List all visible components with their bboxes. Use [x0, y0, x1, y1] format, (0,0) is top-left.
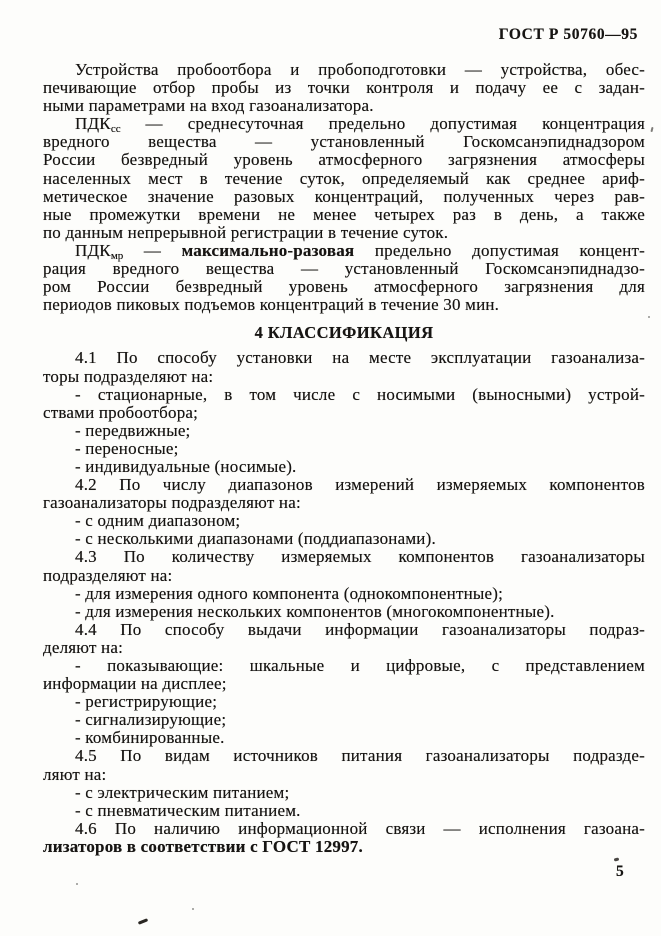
scan-speckle [614, 857, 620, 861]
text-line: населенных мест в течение суток, определяемый как среднее ариф- [43, 168, 645, 188]
text-line: информации на дисплее; [43, 674, 227, 694]
text-line: торы подразделяют на: [43, 366, 214, 386]
text-line: деляют на: [43, 637, 124, 657]
list-item-line: - регистрирующие; [75, 692, 218, 712]
dash: — [123, 240, 182, 260]
list-item-line: - переносные; [75, 438, 179, 458]
section-heading: 4 КЛАССИФИКАЦИЯ [254, 323, 434, 343]
list-item-line: - показывающие: шкальные и цифровые, с представлением [75, 656, 645, 675]
text-line: 4.5 По видам источников питания газоанализаторы подразде- [75, 746, 645, 766]
list-item-line: - передвижные; [75, 420, 191, 440]
text-line: России безвредный уровень атмосферного загрязнения атмосферы [43, 150, 645, 170]
text-line: газоанализаторы подразделяют на: [43, 493, 301, 513]
text-line: ляют на: [43, 764, 107, 784]
pdk-definition-lead: предельно допустимая концент- [354, 240, 645, 260]
standard-code-header: ГОСТ Р 50760—95 [498, 26, 638, 43]
pdk-term: ПДК [75, 114, 111, 134]
pdk-emphasis-term: максимально-разовая [181, 240, 355, 260]
text-line: 4.4 По способу выдачи информации газоанализаторы подраз- [75, 619, 645, 639]
document-body [43, 61, 645, 856]
scan-speckle [138, 918, 148, 925]
text-line: периодов пиковых подъемов концентраций в течение 30 мин. [43, 295, 500, 315]
text-line: рация вредного вещества — установленный Госкомсанэпиднадзо- [43, 259, 645, 279]
text-line: печивающие отбор пробы из точки контроля и подачу ее с задан- [43, 78, 645, 98]
text-line: 4.2 По числу диапазонов измерений измеряемых компонентов [75, 475, 645, 495]
text-line: 4.3 По количеству измеряемых компонентов газоанализаторы [75, 547, 645, 567]
list-item-line: - комбинированные. [75, 728, 225, 748]
list-item-line: - с электрическим питанием; [75, 782, 290, 802]
list-item-line: - для измерения одного компонента (однокомпонентные); [75, 583, 504, 603]
list-item-line: - сигнализирующие; [75, 710, 227, 730]
text-line: вредного вещества — установленный Госкомсанэпиднадзором [43, 132, 645, 152]
text-line: подразделяют на: [43, 565, 173, 585]
list-item-line: - с несколькими диапазонами (поддиапазонами). [75, 529, 436, 549]
pdk-definition-lead: — среднесуточная предельно допустимая концентрация [120, 114, 645, 134]
text-line: 4.6 По наличию информационной связи — исполнения газоана- [75, 818, 645, 838]
pdk-subscript: сс [110, 123, 121, 136]
list-item-line: - индивидуальные (носимые). [75, 456, 297, 476]
text-line: 4.1 По способу установки на месте эксплуатации газоанализа- [75, 348, 645, 368]
text-line: Устройства пробоотбора и пробоподготовки — устройства, обес- [75, 60, 645, 79]
list-item-line: - для измерения нескольких компонентов (многокомпонентные). [75, 601, 555, 621]
pdk-term: ПДК [75, 240, 111, 260]
text-line: ром России безвредный уровень атмосферного загрязнения для [43, 277, 645, 297]
scan-speckle [650, 127, 653, 132]
text-line: ные промежутки времени не менее четырех раз в день, а также [43, 204, 645, 224]
list-item-line: - с одним диапазоном; [75, 511, 241, 531]
text-line: метическое значение разовых концентраций, полученных через рав- [43, 186, 645, 206]
text-line-pdk-mr [43, 242, 645, 260]
pdk-subscript: мр [110, 249, 124, 262]
text-line: по данным непрерывной регистрации в течение суток. [43, 222, 449, 242]
text-line-pdk-ss [43, 114, 645, 136]
text-line: лизаторов в соответствии с ГОСТ 12997. [43, 836, 363, 856]
text-line: ными параметрами на вход газоанализатора. [43, 96, 374, 116]
scan-speckle [648, 316, 650, 318]
scan-speckle [76, 883, 78, 885]
text-line: ствами пробоотбора; [43, 402, 199, 422]
page-number: 5 [616, 863, 624, 880]
list-item-line: - с пневматическим питанием. [75, 800, 301, 820]
list-item-line: - стационарные, в том числе с носимыми (выносными) устрой- [75, 384, 645, 404]
scan-speckle [192, 908, 194, 910]
